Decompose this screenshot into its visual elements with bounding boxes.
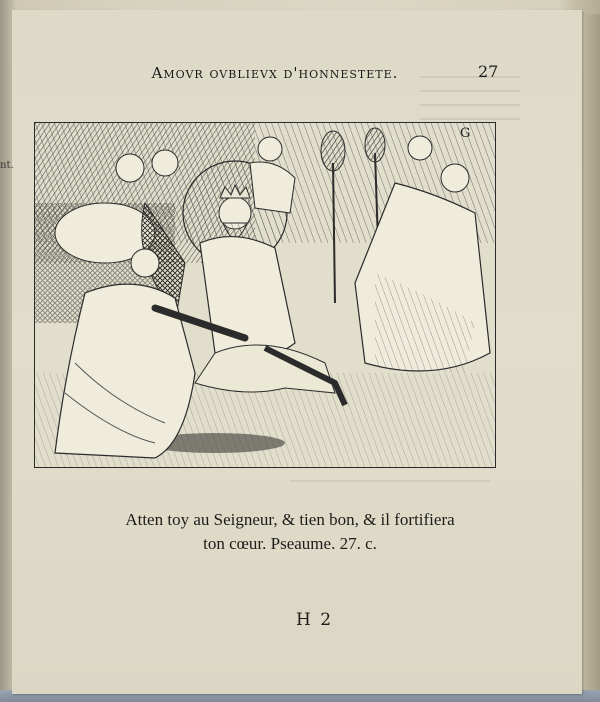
page-number: 27 xyxy=(478,62,499,81)
plate-letter: G xyxy=(460,126,471,141)
caption-line: ton cœur. Pseaume. 27. c. xyxy=(203,534,377,553)
caption-line: Atten toy au Seigneur, & tien bon, & il fortifiera xyxy=(125,510,455,529)
margin-note: nt. xyxy=(0,160,14,171)
signature-mark: H 2 xyxy=(296,610,334,630)
engraving-illustration xyxy=(34,122,496,468)
running-head: Amovr ovblievx d'honnestete. xyxy=(151,64,399,82)
caption xyxy=(60,508,520,556)
